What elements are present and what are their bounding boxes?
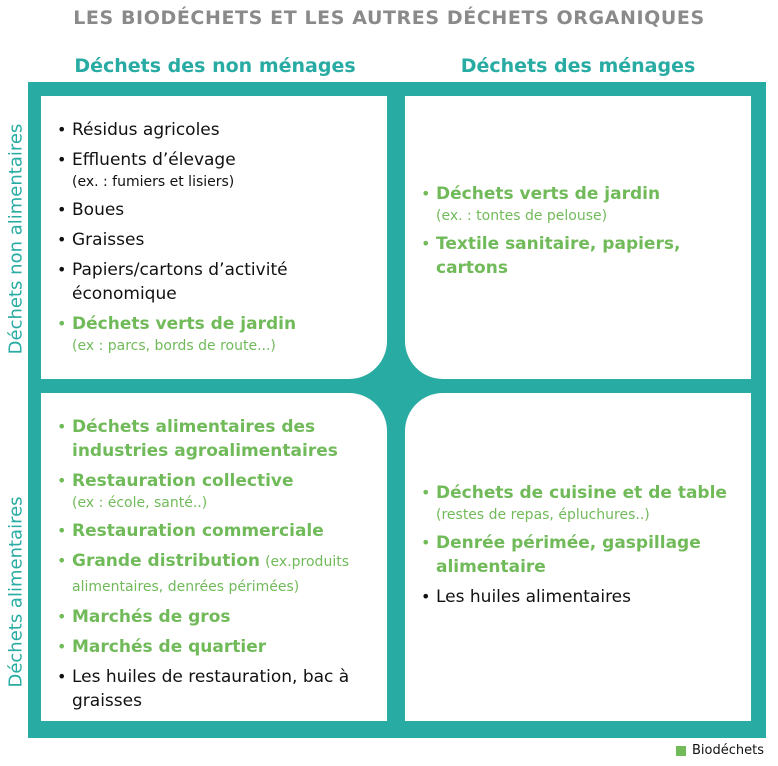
item-label: Déchets verts de jardin	[436, 184, 661, 204]
list-item	[57, 635, 387, 659]
item-label: Les huiles alimentaires	[436, 587, 632, 607]
item-label: Déchets alimentaires des industries agroalimentaires	[72, 417, 338, 461]
item-detail: (ex.produits alimentaires, denrées périmées)	[72, 554, 349, 595]
item-label: Déchets de cuisine et de table	[436, 483, 727, 503]
list-item	[421, 232, 751, 280]
column-header-non-menages: Déchets des non ménages	[74, 55, 356, 77]
item-label: Denrée périmée, gaspillage alimentaire	[436, 533, 701, 577]
item-detail: (ex : parcs, bords de route...)	[72, 338, 276, 354]
row-header-alimentaires: Déchets alimentaires	[5, 496, 27, 688]
item-list	[57, 415, 387, 713]
item-label: Boues	[72, 200, 125, 220]
item-list	[421, 481, 751, 609]
item-label: Restauration collective	[72, 471, 294, 491]
item-label: Marchés de gros	[72, 607, 231, 627]
item-label: Résidus agricoles	[72, 120, 220, 140]
item-label: Restauration commerciale	[72, 521, 324, 541]
legend-swatch	[676, 746, 686, 756]
list-item	[421, 585, 751, 609]
item-label: Textile sanitaire, papiers, cartons	[436, 234, 681, 278]
item-label: Les huiles de restauration, bac à graisses	[72, 667, 350, 711]
list-item	[57, 258, 387, 306]
list-item	[57, 312, 387, 356]
item-label: Graisses	[72, 230, 145, 250]
item-label: Marchés de quartier	[72, 637, 267, 657]
item-detail: (ex. : fumiers et lisiers)	[72, 174, 235, 190]
item-list	[421, 182, 751, 280]
list-item	[57, 148, 387, 192]
item-label: Effluents d’élevage	[72, 150, 236, 170]
list-item	[421, 531, 751, 579]
list-item	[57, 228, 387, 252]
list-item	[57, 198, 387, 222]
diagram-title: LES BIODÉCHETS ET LES AUTRES DÉCHETS ORGANIQUES	[73, 7, 705, 29]
panel-menages-alimentaires	[405, 393, 751, 721]
list-item	[421, 182, 751, 226]
list-item	[421, 481, 751, 525]
list-item	[57, 665, 387, 713]
item-label: Déchets verts de jardin	[72, 314, 297, 334]
panel-non-menages-non-alimentaires	[41, 96, 387, 379]
row-header-non-alimentaires: Déchets non alimentaires	[5, 123, 27, 355]
column-header-menages: Déchets des ménages	[460, 55, 696, 77]
list-item	[57, 519, 387, 543]
legend	[676, 743, 764, 758]
panel-non-menages-alimentaires	[41, 393, 387, 721]
item-detail: (ex. : tontes de pelouse)	[436, 208, 608, 224]
legend-label: Biodéchets	[692, 743, 764, 758]
list-item	[57, 605, 387, 629]
item-detail: (restes de repas, épluchures..)	[436, 507, 650, 523]
panel-menages-non-alimentaires	[405, 96, 751, 379]
list-item	[57, 469, 387, 513]
list-item	[57, 415, 387, 463]
item-list	[57, 118, 387, 356]
item-label: Papiers/cartons d’activité économique	[72, 260, 288, 304]
item-label: Grande distribution	[72, 551, 260, 571]
item-detail: (ex : école, santé..)	[72, 495, 208, 511]
list-item	[57, 549, 387, 599]
list-item	[57, 118, 387, 142]
